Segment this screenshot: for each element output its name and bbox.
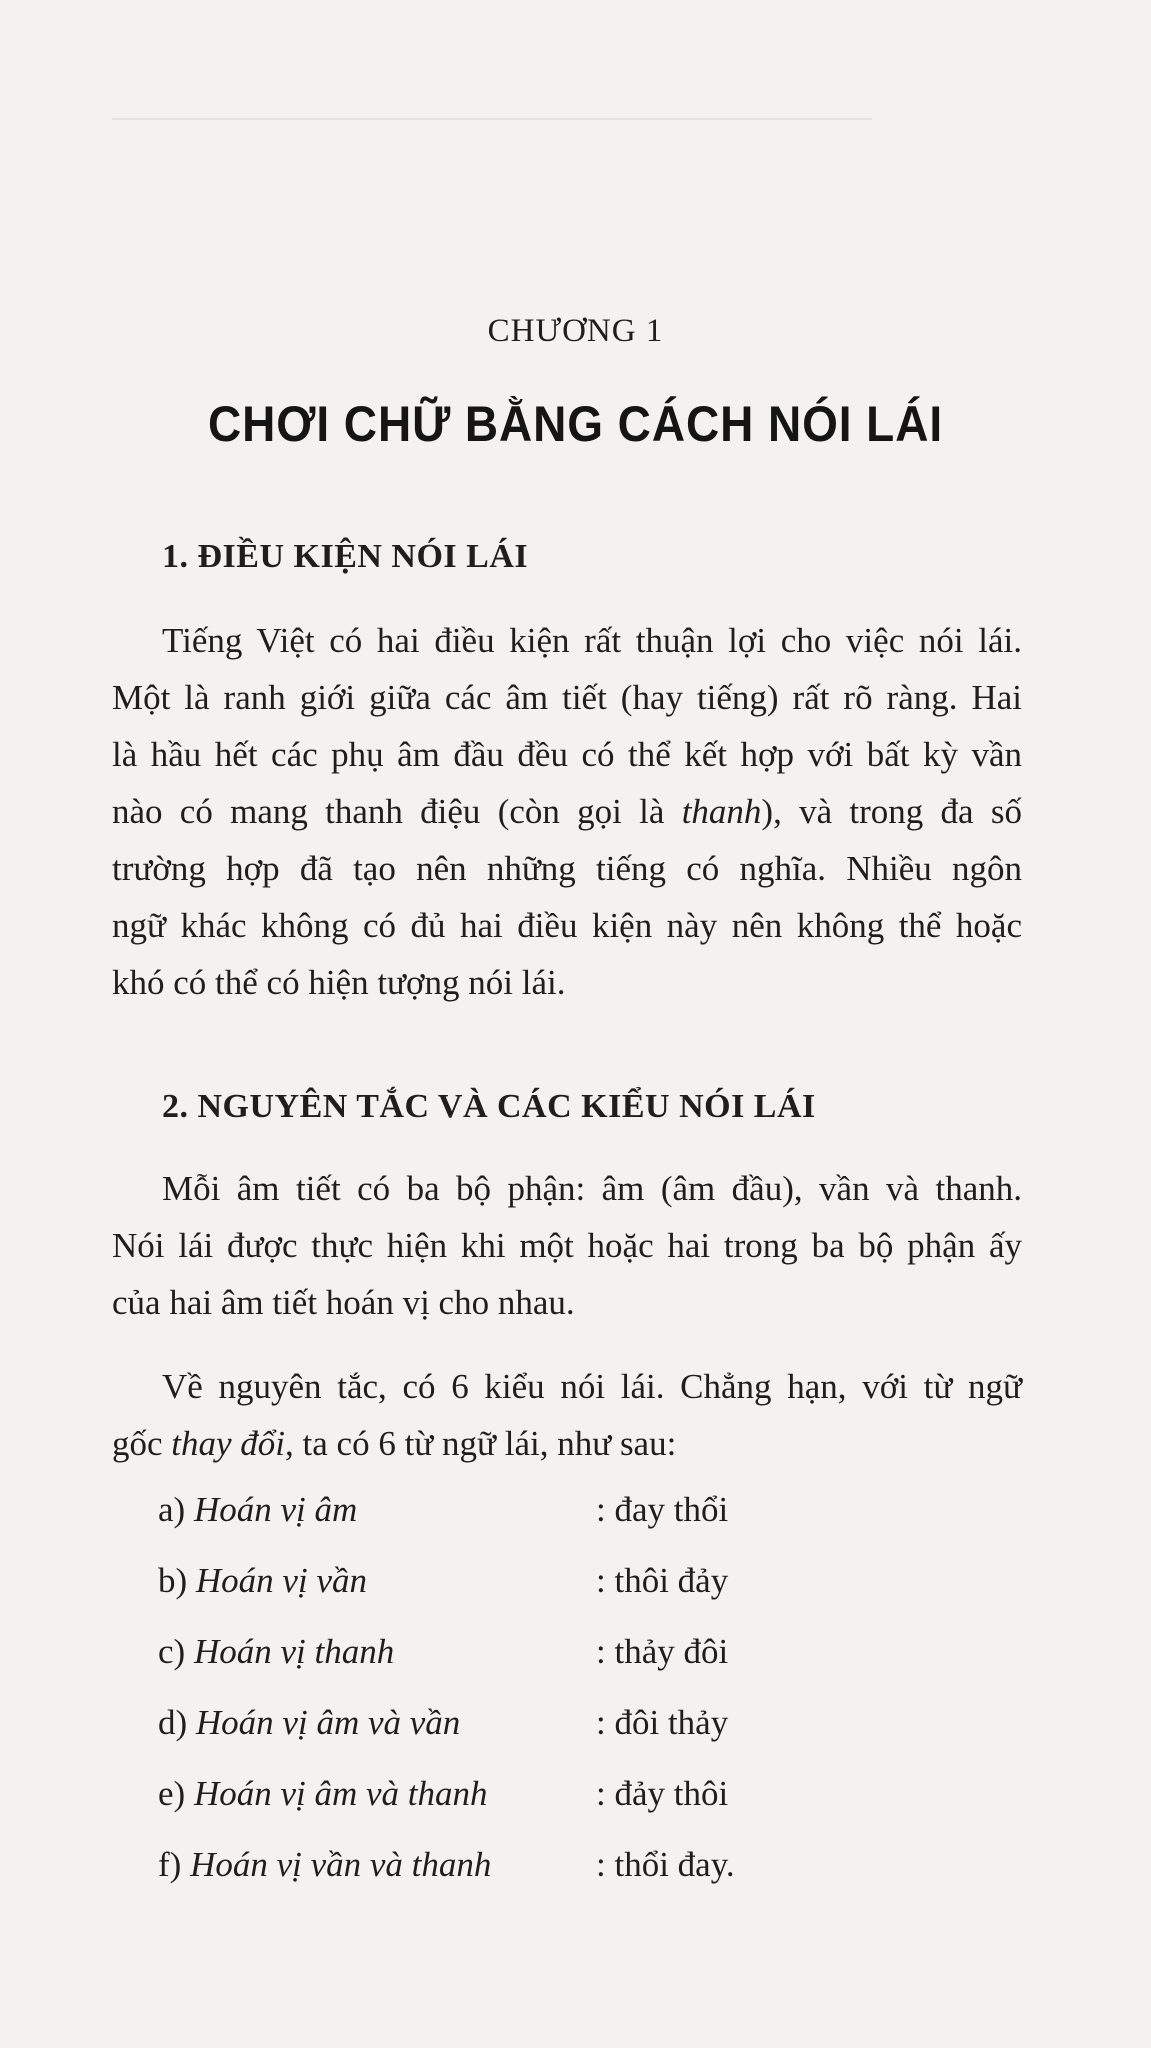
list-item-label: c) Hoán vị thanh — [158, 1632, 395, 1671]
section-2-paragraph-2 — [112, 1358, 1022, 1472]
list-item-label: b) Hoán vị vần — [158, 1561, 367, 1600]
text-run: gốc — [112, 1424, 172, 1463]
italic-term: thay đổi — [171, 1424, 286, 1463]
text-run: nào có mang thanh điệu (còn gọi là — [112, 792, 682, 831]
paragraph-line: là hầu hết các phụ âm đầu đều có thể kết hợp với bất kỳ vần — [112, 735, 1022, 774]
paragraph-line: Nói lái được thực hiện khi một hoặc hai trong ba bộ phận ấy — [112, 1226, 1022, 1265]
list-item-result: : thôi đảy — [596, 1561, 729, 1600]
list-item-label: e) Hoán vị âm và thanh — [158, 1774, 488, 1813]
bleed-through-rule — [112, 118, 872, 120]
list-item-label: d) Hoán vị âm và vần — [158, 1703, 461, 1742]
list-item-result: : đay thổi — [596, 1490, 729, 1529]
chapter-label: CHƯƠNG 1 — [487, 313, 664, 349]
paragraph-line: Mỗi âm tiết có ba bộ phận: âm (âm đầu), vần và thanh. — [162, 1169, 1022, 1208]
section-1-paragraph — [112, 612, 1022, 1011]
text-run: , ta có 6 từ ngữ lái, như sau: — [285, 1424, 677, 1463]
list-item-result: : đảy thôi — [596, 1774, 729, 1813]
list-item — [158, 1703, 858, 1774]
paragraph-line: Tiếng Việt có hai điều kiện rất thuận lợi cho việc nói lái. — [162, 621, 1022, 660]
list-item — [158, 1632, 858, 1703]
list-item-result: : thổi đay. — [596, 1845, 735, 1884]
paragraph-line: của hai âm tiết hoán vị cho nhau. — [112, 1283, 575, 1322]
chapter-title: CHƠI CHỮ BẰNG CÁCH NÓI LÁI — [207, 396, 944, 452]
list-item-label: f) Hoán vị vần và thanh — [158, 1845, 492, 1884]
list-item-label: a) Hoán vị âm — [158, 1490, 358, 1529]
list-item — [158, 1490, 858, 1561]
paragraph-line: trường hợp đã tạo nên những tiếng có nghĩa. Nhiều ngôn — [112, 849, 1022, 888]
text-run: ), và trong đa số — [761, 792, 1022, 831]
italic-term: thanh — [681, 792, 762, 831]
list-item-result: : thảy đôi — [596, 1632, 729, 1671]
section-2-paragraph-1 — [112, 1160, 1022, 1331]
paragraph-line — [112, 1415, 1022, 1472]
paragraph-line: ngữ khác không có đủ hai điều kiện này nên không thể hoặc — [112, 906, 1022, 945]
list-item — [158, 1561, 858, 1632]
paragraph-line — [112, 783, 1022, 840]
list-item — [158, 1845, 858, 1916]
list-item — [158, 1774, 858, 1845]
permutation-list — [158, 1490, 858, 1916]
list-item-result: : đôi thảy — [596, 1703, 729, 1742]
section-1-heading: 1. ĐIỀU KIỆN NÓI LÁI — [162, 538, 529, 575]
section-2-heading: 2. NGUYÊN TẮC VÀ CÁC KIỂU NÓI LÁI — [162, 1088, 816, 1125]
paragraph-line: Về nguyên tắc, có 6 kiểu nói lái. Chẳng hạn, với từ ngữ — [162, 1367, 1022, 1406]
paragraph-line: khó có thể có hiện tượng nói lái. — [112, 963, 566, 1002]
paragraph-line: Một là ranh giới giữa các âm tiết (hay tiếng) rất rõ ràng. Hai — [112, 678, 1022, 717]
